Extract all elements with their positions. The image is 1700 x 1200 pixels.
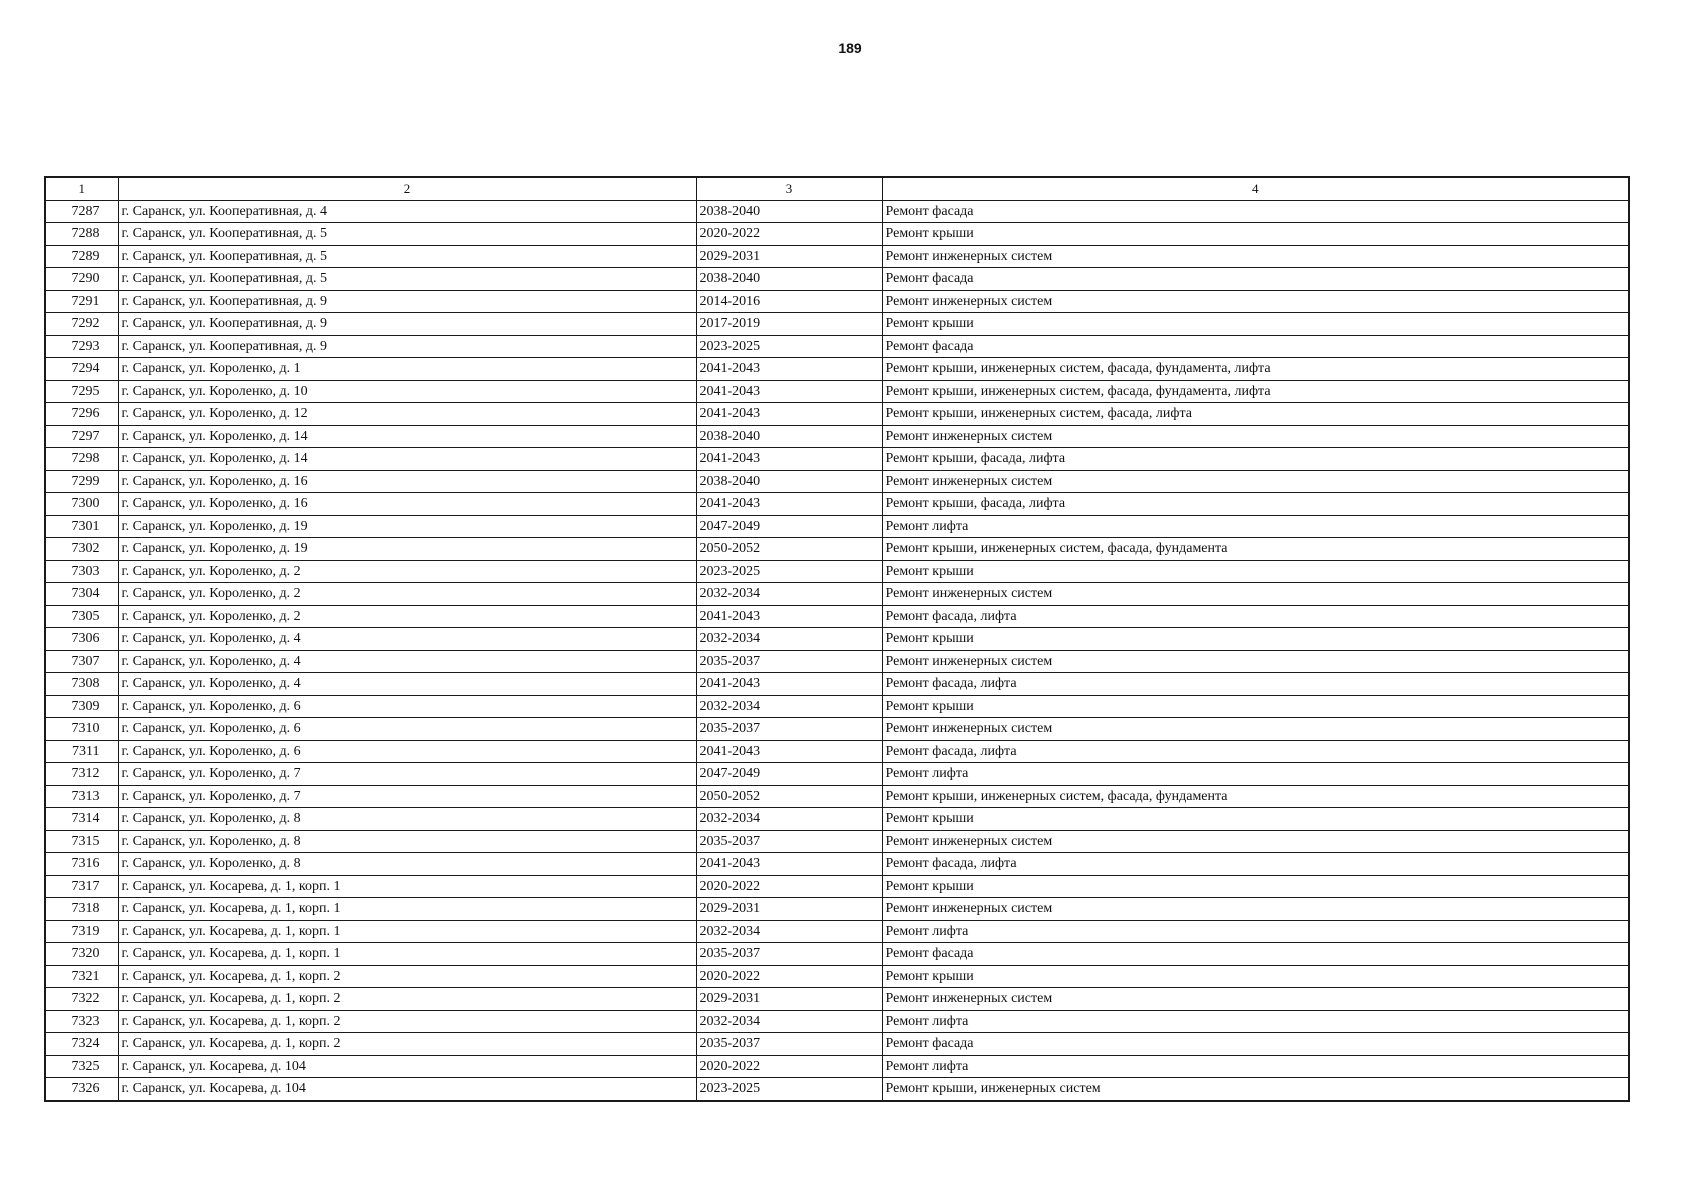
- period-cell: 2032-2034: [696, 920, 882, 943]
- work-type-cell: Ремонт фасада: [882, 335, 1629, 358]
- period-cell: 2035-2037: [696, 830, 882, 853]
- period-cell: 2041-2043: [696, 605, 882, 628]
- work-type-cell: Ремонт лифта: [882, 1010, 1629, 1033]
- work-type-cell: Ремонт инженерных систем: [882, 425, 1629, 448]
- row-number-cell: 7287: [45, 200, 118, 223]
- address-cell: г. Саранск, ул. Косарева, д. 1, корп. 1: [118, 920, 696, 943]
- address-cell: г. Саранск, ул. Короленко, д. 6: [118, 740, 696, 763]
- table-row: [45, 853, 1629, 876]
- period-cell: 2020-2022: [696, 965, 882, 988]
- row-number-cell: 7301: [45, 515, 118, 538]
- table-row: [45, 470, 1629, 493]
- period-cell: 2023-2025: [696, 335, 882, 358]
- table-row: [45, 830, 1629, 853]
- period-cell: 2041-2043: [696, 740, 882, 763]
- work-type-cell: Ремонт инженерных систем: [882, 583, 1629, 606]
- period-cell: 2038-2040: [696, 425, 882, 448]
- row-number-cell: 7294: [45, 358, 118, 381]
- table-row: [45, 695, 1629, 718]
- table-row: [45, 740, 1629, 763]
- work-type-cell: Ремонт крыши: [882, 313, 1629, 336]
- row-number-cell: 7311: [45, 740, 118, 763]
- period-cell: 2032-2034: [696, 808, 882, 831]
- address-cell: г. Саранск, ул. Короленко, д. 12: [118, 403, 696, 426]
- period-cell: 2014-2016: [696, 290, 882, 313]
- period-cell: 2041-2043: [696, 448, 882, 471]
- work-type-cell: Ремонт инженерных систем: [882, 718, 1629, 741]
- work-type-cell: Ремонт фасада: [882, 268, 1629, 291]
- table-row: [45, 403, 1629, 426]
- period-cell: 2029-2031: [696, 988, 882, 1011]
- address-cell: г. Саранск, ул. Косарева, д. 1, корп. 1: [118, 943, 696, 966]
- address-cell: г. Саранск, ул. Короленко, д. 1: [118, 358, 696, 381]
- table-row: [45, 1033, 1629, 1056]
- address-cell: г. Саранск, ул. Короленко, д. 8: [118, 830, 696, 853]
- table-row: [45, 605, 1629, 628]
- address-cell: г. Саранск, ул. Косарева, д. 104: [118, 1055, 696, 1078]
- repair-schedule-table: [44, 176, 1630, 1102]
- row-number-cell: 7319: [45, 920, 118, 943]
- address-cell: г. Саранск, ул. Косарева, д. 104: [118, 1078, 696, 1101]
- period-cell: 2020-2022: [696, 223, 882, 246]
- address-cell: г. Саранск, ул. Короленко, д. 8: [118, 808, 696, 831]
- period-cell: 2038-2040: [696, 200, 882, 223]
- period-cell: 2032-2034: [696, 583, 882, 606]
- period-cell: 2032-2034: [696, 695, 882, 718]
- table-row: [45, 268, 1629, 291]
- row-number-cell: 7322: [45, 988, 118, 1011]
- row-number-cell: 7325: [45, 1055, 118, 1078]
- period-cell: 2035-2037: [696, 718, 882, 741]
- address-cell: г. Саранск, ул. Короленко, д. 2: [118, 605, 696, 628]
- period-cell: 2050-2052: [696, 538, 882, 561]
- period-cell: 2029-2031: [696, 898, 882, 921]
- period-cell: 2029-2031: [696, 245, 882, 268]
- address-cell: г. Саранск, ул. Косарева, д. 1, корп. 2: [118, 965, 696, 988]
- work-type-cell: Ремонт фасада: [882, 1033, 1629, 1056]
- row-number-cell: 7320: [45, 943, 118, 966]
- address-cell: г. Саранск, ул. Короленко, д. 2: [118, 583, 696, 606]
- row-number-cell: 7293: [45, 335, 118, 358]
- header-cell-1: 1: [45, 177, 118, 200]
- address-cell: г. Саранск, ул. Короленко, д. 16: [118, 470, 696, 493]
- work-type-cell: Ремонт лифта: [882, 1055, 1629, 1078]
- period-cell: 2038-2040: [696, 268, 882, 291]
- table-row: [45, 223, 1629, 246]
- address-cell: г. Саранск, ул. Короленко, д. 8: [118, 853, 696, 876]
- period-cell: 2032-2034: [696, 628, 882, 651]
- period-cell: 2023-2025: [696, 1078, 882, 1101]
- work-type-cell: Ремонт крыши, инженерных систем, фасада, фундамента, лифта: [882, 380, 1629, 403]
- work-type-cell: Ремонт фасада, лифта: [882, 673, 1629, 696]
- row-number-cell: 7324: [45, 1033, 118, 1056]
- table-row: [45, 673, 1629, 696]
- address-cell: г. Саранск, ул. Кооперативная, д. 5: [118, 223, 696, 246]
- header-cell-3: 3: [696, 177, 882, 200]
- table-row: [45, 448, 1629, 471]
- table-row: [45, 763, 1629, 786]
- row-number-cell: 7315: [45, 830, 118, 853]
- header-row: [45, 177, 1629, 200]
- address-cell: г. Саранск, ул. Короленко, д. 7: [118, 785, 696, 808]
- address-cell: г. Саранск, ул. Короленко, д. 6: [118, 695, 696, 718]
- address-cell: г. Саранск, ул. Короленко, д. 19: [118, 538, 696, 561]
- period-cell: 2050-2052: [696, 785, 882, 808]
- row-number-cell: 7309: [45, 695, 118, 718]
- row-number-cell: 7295: [45, 380, 118, 403]
- address-cell: г. Саранск, ул. Короленко, д. 2: [118, 560, 696, 583]
- work-type-cell: Ремонт лифта: [882, 920, 1629, 943]
- table-row: [45, 583, 1629, 606]
- row-number-cell: 7321: [45, 965, 118, 988]
- row-number-cell: 7289: [45, 245, 118, 268]
- work-type-cell: Ремонт крыши: [882, 875, 1629, 898]
- address-cell: г. Саранск, ул. Короленко, д. 4: [118, 673, 696, 696]
- period-cell: 2041-2043: [696, 380, 882, 403]
- row-number-cell: 7292: [45, 313, 118, 336]
- address-cell: г. Саранск, ул. Короленко, д. 19: [118, 515, 696, 538]
- table-row: [45, 898, 1629, 921]
- row-number-cell: 7305: [45, 605, 118, 628]
- work-type-cell: Ремонт инженерных систем: [882, 988, 1629, 1011]
- address-cell: г. Саранск, ул. Кооперативная, д. 5: [118, 268, 696, 291]
- work-type-cell: Ремонт крыши: [882, 965, 1629, 988]
- row-number-cell: 7297: [45, 425, 118, 448]
- address-cell: г. Саранск, ул. Кооперативная, д. 9: [118, 313, 696, 336]
- work-type-cell: Ремонт инженерных систем: [882, 650, 1629, 673]
- work-type-cell: Ремонт фасада: [882, 200, 1629, 223]
- table-row: [45, 1010, 1629, 1033]
- work-type-cell: Ремонт крыши: [882, 808, 1629, 831]
- table-row: [45, 245, 1629, 268]
- row-number-cell: 7304: [45, 583, 118, 606]
- work-type-cell: Ремонт фасада, лифта: [882, 853, 1629, 876]
- address-cell: г. Саранск, ул. Короленко, д. 7: [118, 763, 696, 786]
- row-number-cell: 7326: [45, 1078, 118, 1101]
- row-number-cell: 7310: [45, 718, 118, 741]
- row-number-cell: 7318: [45, 898, 118, 921]
- period-cell: 2047-2049: [696, 763, 882, 786]
- table-row: [45, 380, 1629, 403]
- work-type-cell: Ремонт инженерных систем: [882, 245, 1629, 268]
- table-row: [45, 808, 1629, 831]
- row-number-cell: 7307: [45, 650, 118, 673]
- table-row: [45, 628, 1629, 651]
- work-type-cell: Ремонт крыши, инженерных систем, фасада, фундамента: [882, 538, 1629, 561]
- row-number-cell: 7323: [45, 1010, 118, 1033]
- address-cell: г. Саранск, ул. Кооперативная, д. 9: [118, 335, 696, 358]
- work-type-cell: Ремонт инженерных систем: [882, 470, 1629, 493]
- work-type-cell: Ремонт крыши, инженерных систем, фасада, фундамента, лифта: [882, 358, 1629, 381]
- row-number-cell: 7290: [45, 268, 118, 291]
- period-cell: 2041-2043: [696, 853, 882, 876]
- table-row: [45, 425, 1629, 448]
- work-type-cell: Ремонт крыши, инженерных систем: [882, 1078, 1629, 1101]
- work-type-cell: Ремонт крыши, фасада, лифта: [882, 448, 1629, 471]
- table-row: [45, 200, 1629, 223]
- work-type-cell: Ремонт фасада, лифта: [882, 740, 1629, 763]
- table-row: [45, 785, 1629, 808]
- header-cell-2: 2: [118, 177, 696, 200]
- address-cell: г. Саранск, ул. Кооперативная, д. 9: [118, 290, 696, 313]
- table-row: [45, 1055, 1629, 1078]
- address-cell: г. Саранск, ул. Короленко, д. 4: [118, 650, 696, 673]
- address-cell: г. Саранск, ул. Короленко, д. 14: [118, 448, 696, 471]
- period-cell: 2041-2043: [696, 358, 882, 381]
- period-cell: 2023-2025: [696, 560, 882, 583]
- row-number-cell: 7302: [45, 538, 118, 561]
- table-row: [45, 358, 1629, 381]
- address-cell: г. Саранск, ул. Короленко, д. 14: [118, 425, 696, 448]
- period-cell: 2035-2037: [696, 1033, 882, 1056]
- period-cell: 2020-2022: [696, 875, 882, 898]
- work-type-cell: Ремонт инженерных систем: [882, 830, 1629, 853]
- page-number: 189: [838, 40, 862, 56]
- work-type-cell: Ремонт крыши: [882, 695, 1629, 718]
- period-cell: 2017-2019: [696, 313, 882, 336]
- address-cell: г. Саранск, ул. Короленко, д. 10: [118, 380, 696, 403]
- work-type-cell: Ремонт крыши: [882, 223, 1629, 246]
- period-cell: 2035-2037: [696, 943, 882, 966]
- period-cell: 2041-2043: [696, 403, 882, 426]
- work-type-cell: Ремонт лифта: [882, 515, 1629, 538]
- address-cell: г. Саранск, ул. Косарева, д. 1, корп. 1: [118, 898, 696, 921]
- table-row: [45, 1078, 1629, 1101]
- work-type-cell: Ремонт крыши: [882, 628, 1629, 651]
- row-number-cell: 7313: [45, 785, 118, 808]
- work-type-cell: Ремонт инженерных систем: [882, 290, 1629, 313]
- work-type-cell: Ремонт крыши, инженерных систем, фасада, лифта: [882, 403, 1629, 426]
- address-cell: г. Саранск, ул. Короленко, д. 6: [118, 718, 696, 741]
- work-type-cell: Ремонт фасада: [882, 943, 1629, 966]
- address-cell: г. Саранск, ул. Кооперативная, д. 5: [118, 245, 696, 268]
- header-cell-4: 4: [882, 177, 1629, 200]
- row-number-cell: 7306: [45, 628, 118, 651]
- address-cell: г. Саранск, ул. Короленко, д. 16: [118, 493, 696, 516]
- table-row: [45, 875, 1629, 898]
- row-number-cell: 7298: [45, 448, 118, 471]
- table-row: [45, 313, 1629, 336]
- table-row: [45, 718, 1629, 741]
- address-cell: г. Саранск, ул. Короленко, д. 4: [118, 628, 696, 651]
- row-number-cell: 7316: [45, 853, 118, 876]
- table-row: [45, 515, 1629, 538]
- period-cell: 2020-2022: [696, 1055, 882, 1078]
- work-type-cell: Ремонт фасада, лифта: [882, 605, 1629, 628]
- address-cell: г. Саранск, ул. Косарева, д. 1, корп. 2: [118, 1010, 696, 1033]
- table-row: [45, 538, 1629, 561]
- address-cell: г. Саранск, ул. Косарева, д. 1, корп. 2: [118, 1033, 696, 1056]
- table-row: [45, 920, 1629, 943]
- period-cell: 2041-2043: [696, 493, 882, 516]
- row-number-cell: 7317: [45, 875, 118, 898]
- table-row: [45, 493, 1629, 516]
- row-number-cell: 7308: [45, 673, 118, 696]
- table-row: [45, 988, 1629, 1011]
- period-cell: 2038-2040: [696, 470, 882, 493]
- period-cell: 2035-2037: [696, 650, 882, 673]
- address-cell: г. Саранск, ул. Косарева, д. 1, корп. 2: [118, 988, 696, 1011]
- row-number-cell: 7300: [45, 493, 118, 516]
- address-cell: г. Саранск, ул. Кооперативная, д. 4: [118, 200, 696, 223]
- address-cell: г. Саранск, ул. Косарева, д. 1, корп. 1: [118, 875, 696, 898]
- work-type-cell: Ремонт крыши: [882, 560, 1629, 583]
- work-type-cell: Ремонт крыши, инженерных систем, фасада, фундамента: [882, 785, 1629, 808]
- period-cell: 2041-2043: [696, 673, 882, 696]
- row-number-cell: 7291: [45, 290, 118, 313]
- row-number-cell: 7314: [45, 808, 118, 831]
- row-number-cell: 7299: [45, 470, 118, 493]
- table-row: [45, 290, 1629, 313]
- table-row: [45, 943, 1629, 966]
- table-row: [45, 965, 1629, 988]
- row-number-cell: 7303: [45, 560, 118, 583]
- work-type-cell: Ремонт лифта: [882, 763, 1629, 786]
- work-type-cell: Ремонт инженерных систем: [882, 898, 1629, 921]
- table-row: [45, 650, 1629, 673]
- work-type-cell: Ремонт крыши, фасада, лифта: [882, 493, 1629, 516]
- row-number-cell: 7288: [45, 223, 118, 246]
- table-row: [45, 335, 1629, 358]
- period-cell: 2032-2034: [696, 1010, 882, 1033]
- table-row: [45, 560, 1629, 583]
- row-number-cell: 7296: [45, 403, 118, 426]
- table-body: [45, 200, 1629, 1101]
- period-cell: 2047-2049: [696, 515, 882, 538]
- row-number-cell: 7312: [45, 763, 118, 786]
- table-header: [45, 177, 1629, 200]
